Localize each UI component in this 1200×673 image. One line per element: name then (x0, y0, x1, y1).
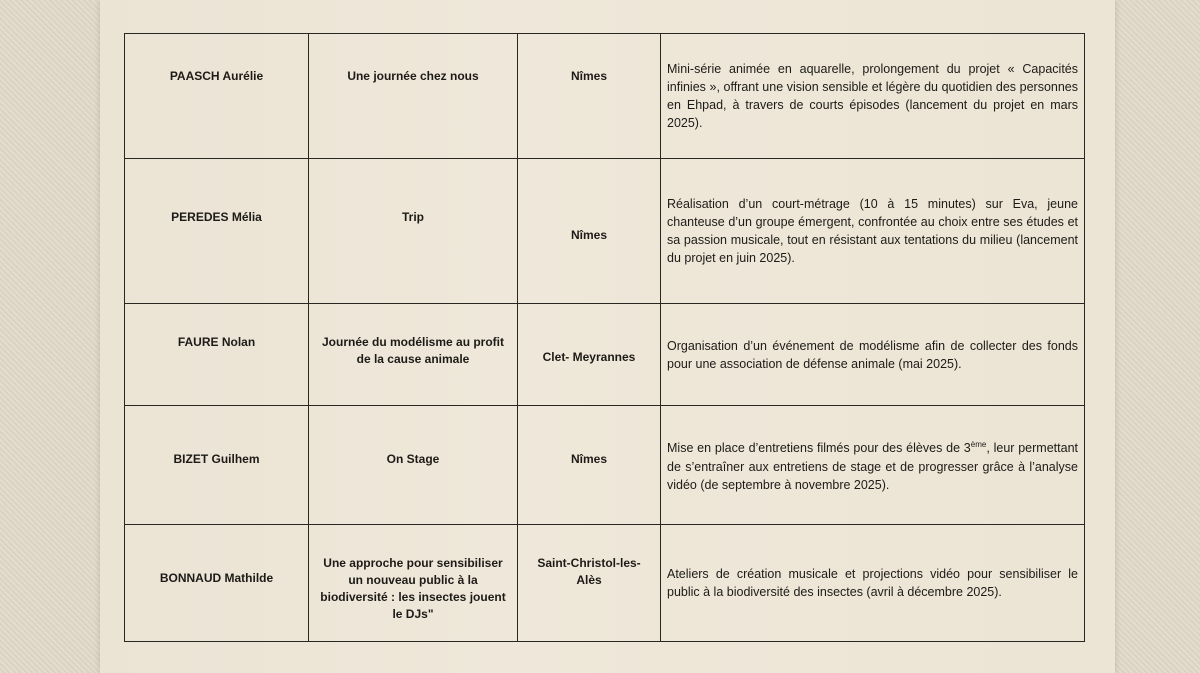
name-cell: FAURE Nolan (125, 304, 309, 406)
table-row (125, 159, 1085, 304)
name-cell: BIZET Guilhem (125, 406, 309, 525)
projects-table (124, 33, 1085, 642)
table-row (125, 34, 1085, 159)
table-row (125, 406, 1085, 525)
project-cell: Une journée chez nous (309, 34, 518, 159)
name-cell: PAASCH Aurélie (125, 34, 309, 159)
description-cell: Ateliers de création musicale et projections vidéo pour sensibiliser le public à la biodiversité des insectes (avril à décembre 2025). (661, 525, 1085, 642)
project-cell: Journée du modélisme au profit de la cause animale (309, 304, 518, 406)
city-cell: Nîmes (518, 34, 661, 159)
table-row (125, 304, 1085, 406)
name-cell: PEREDES Mélia (125, 159, 309, 304)
description-cell (661, 406, 1085, 525)
name-cell: BONNAUD Mathilde (125, 525, 309, 642)
city-cell: Clet- Meyrannes (518, 304, 661, 406)
project-cell: On Stage (309, 406, 518, 525)
description-text: Mise en place d’entretiens filmés pour des élèves de 3 (667, 441, 971, 456)
city-cell: Nîmes (518, 406, 661, 525)
city-cell: Saint-Christol-les-Alès (518, 525, 661, 642)
description-text: , leur permettant de s’entraîner aux entretiens de stage et de progresser grâce à l’analyse vidéo (de septembre à novembre 2025). (667, 441, 1078, 492)
project-cell: Une approche pour sensibiliser un nouveau public à la biodiversité : les insectes jouent le DJs" (309, 525, 518, 642)
project-cell: Trip (309, 159, 518, 304)
table-row (125, 525, 1085, 642)
description-cell: Réalisation d’un court-métrage (10 à 15 minutes) sur Eva, jeune chanteuse d’un groupe émergent, confrontée au choix entre ses études et sa passion musicale, tout en résistant aux tentations du milieu (lancement du projet en juin 2025). (661, 159, 1085, 304)
description-cell: Mini-série animée en aquarelle, prolongement du projet « Capacités infinies », offrant une vision sensible et légère du quotidien des personnes en Ehpad, à travers de courts épisodes (lancement du projet en mars 2025). (661, 34, 1085, 159)
city-cell: Nîmes (518, 159, 661, 304)
superscript: ème (970, 440, 987, 450)
description-cell: Organisation d’un événement de modélisme afin de collecter des fonds pour une association de défense animale (mai 2025). (661, 304, 1085, 406)
